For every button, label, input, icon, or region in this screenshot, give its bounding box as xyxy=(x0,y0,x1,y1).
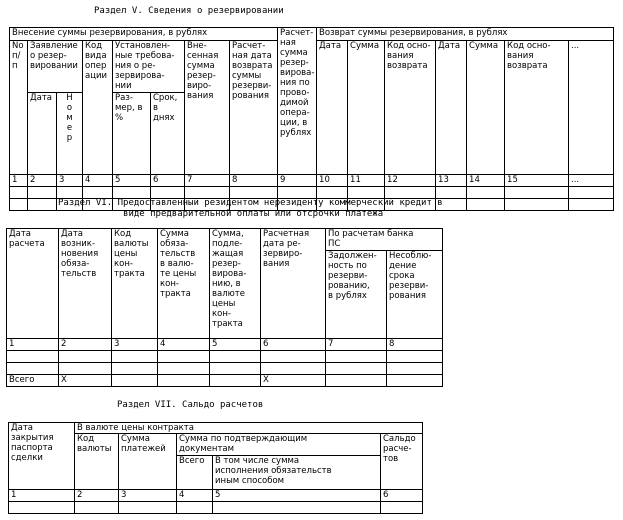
col-num: 4 xyxy=(158,339,210,351)
return-date-header-2: Дата xyxy=(436,41,467,175)
passport-close-date-header: Дата закрытия паспорта сделки xyxy=(9,423,75,490)
table-row xyxy=(9,502,423,514)
col-num: 6 xyxy=(381,490,423,502)
obligation-sum-header: Сумма обяза- тельств в валю- те цены кон- тракта xyxy=(158,229,210,339)
col-num: 3 xyxy=(57,175,83,187)
deposited-sum-header: Вне- сенная сумма резер- виро- вания xyxy=(185,41,230,175)
col-num: 11 xyxy=(348,175,385,187)
return-basis-header-1: Код осно- вания возврата xyxy=(385,41,436,175)
col-num: 4 xyxy=(177,490,213,502)
group-reservation-in-header: Внесение суммы резервирования, в рублях xyxy=(10,28,278,41)
confirm-total-header: Всего xyxy=(177,456,213,490)
col-num: 1 xyxy=(9,490,75,502)
currency-code-header: Код валюты xyxy=(75,434,119,490)
section-7-table xyxy=(8,422,423,514)
return-sum-header-1: Сумма xyxy=(348,41,385,175)
col-num: 1 xyxy=(7,339,59,351)
other-means-header: В том числе сумма исполнения обязательств иным способом xyxy=(213,456,381,490)
col-num: 3 xyxy=(112,339,158,351)
reservation-calc-date-header: Расчетная дата ре- зервиро- вания xyxy=(261,229,326,339)
calc-return-date-header: Расчет- ная дата возврата суммы резерви- рования xyxy=(230,41,278,175)
application-header: Заявление о резер- вировании xyxy=(28,41,83,93)
return-basis-header-2: Код осно- вания возврата xyxy=(505,41,569,175)
col-num: 2 xyxy=(75,490,119,502)
table-row xyxy=(10,187,614,199)
col-num: 10 xyxy=(317,175,348,187)
col-num: 8 xyxy=(230,175,278,187)
table-row xyxy=(7,363,443,375)
col-num: 5 xyxy=(210,339,261,351)
settlement-date-header: Дата расчета xyxy=(7,229,59,339)
requirement-term-header: Срок, в днях xyxy=(151,93,185,175)
requirement-size-header: Раз- мер, в % xyxy=(113,93,151,175)
col-num: 1 xyxy=(10,175,28,187)
col-num: 15 xyxy=(505,175,569,187)
col-num: 3 xyxy=(119,490,177,502)
return-sum-header-2: Сумма xyxy=(467,41,505,175)
section-6-table xyxy=(6,228,443,387)
contract-currency-header: В валюте цены контракта xyxy=(75,423,423,434)
col-num: 6 xyxy=(151,175,185,187)
number-header: No п/п xyxy=(10,41,28,175)
total-label: Всего xyxy=(7,375,59,387)
debt-header: Задолжен- ность по резерви- рованию, в рублях xyxy=(326,251,387,339)
section-7-title: Раздел VII. Сальдо расчетов xyxy=(117,400,264,410)
currency-code-header: Код валюты цены кон- тракта xyxy=(112,229,158,339)
col-num: 7 xyxy=(326,339,387,351)
col-num: 7 xyxy=(185,175,230,187)
col-num: 5 xyxy=(213,490,381,502)
col-num: 2 xyxy=(59,339,112,351)
confirming-docs-header: Сумма по подтверждающим документам xyxy=(177,434,381,456)
col-num: 2 xyxy=(28,175,57,187)
section-5-table xyxy=(9,27,614,211)
section-6-title: Раздел VI. Предоставленный резидентом нерезиденту коммерческий кредит в виде предварительной оплаты или отсрочки платежа xyxy=(58,198,443,219)
col-num: 9 xyxy=(278,175,317,187)
col-num: 8 xyxy=(387,339,443,351)
obligation-date-header: Дата возник- новения обяза- тельств xyxy=(59,229,112,339)
table-row xyxy=(7,351,443,363)
bank-calc-header: По расчетам банка ПС xyxy=(326,229,443,251)
saldo-header: Сальдо расче- тов xyxy=(381,434,423,490)
col-num: 4 xyxy=(83,175,113,187)
application-number-header: Н о м е р xyxy=(57,93,83,175)
section-5-title: Раздел V. Сведения о резервировании xyxy=(94,6,284,16)
operation-code-header: Код вида опер ации xyxy=(83,41,113,175)
x-mark: X xyxy=(261,375,326,387)
col-num: 6 xyxy=(261,339,326,351)
reservation-sum-header: Сумма, подле- жащая резер- вирова- нию, в валюте цены кон- тракта xyxy=(210,229,261,339)
requirements-header: Установлен- ные требова- ния о ре- зервирова- нии xyxy=(113,41,185,93)
calc-sum-header: Расчет- ная сумма резер- вирова- ния по прово- димой опера- ции, в рублях xyxy=(278,28,317,175)
payments-sum-header: Сумма платежей xyxy=(119,434,177,490)
col-num: 14 xyxy=(467,175,505,187)
col-num: 12 xyxy=(385,175,436,187)
x-mark: X xyxy=(59,375,112,387)
application-date-header: Дата xyxy=(28,93,57,175)
col-num: ... xyxy=(569,175,614,187)
col-num: 5 xyxy=(113,175,151,187)
col-num: 13 xyxy=(436,175,467,187)
return-date-header-1: Дата xyxy=(317,41,348,175)
term-violation-header: Несоблю- дение срока резерви- рования xyxy=(387,251,443,339)
ellipsis-header: ... xyxy=(569,41,614,175)
group-reservation-out-header: Возврат суммы резервирования, в рублях xyxy=(317,28,614,41)
